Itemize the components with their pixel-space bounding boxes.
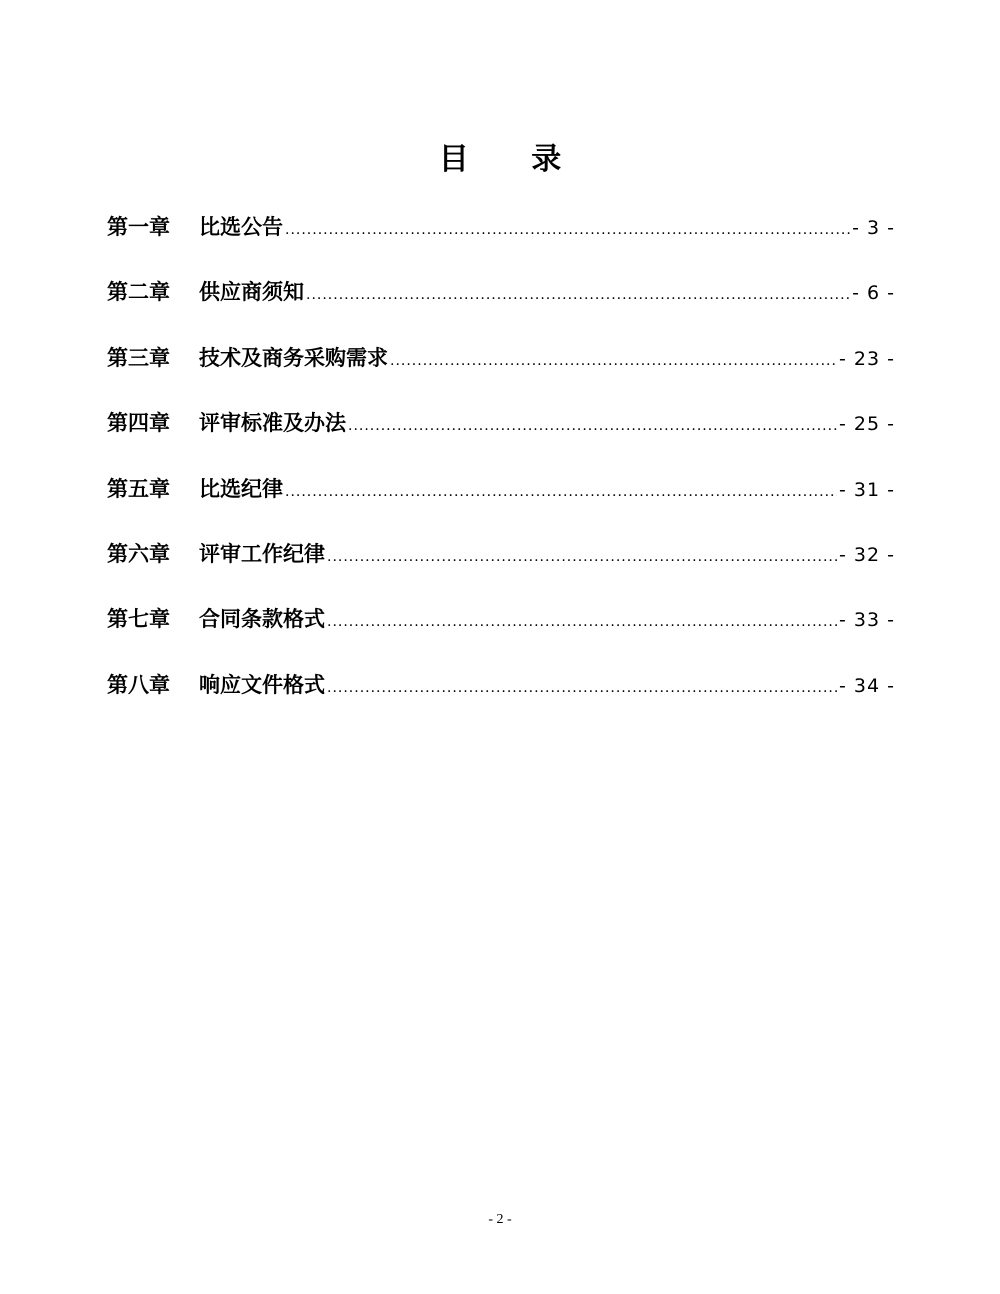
toc-chapter-name: 供应商须知 <box>199 279 304 305</box>
toc-chapter-number: 第一章 <box>107 214 170 239</box>
toc-dot-leader <box>285 211 850 249</box>
toc-chapter-number: 第五章 <box>107 475 170 501</box>
toc-dot-leader <box>390 342 837 380</box>
toc-chapter-name: 比选纪律 <box>199 475 283 501</box>
toc-entry-chapter-4[interactable] <box>107 404 895 469</box>
toc-entry-chapter-2[interactable] <box>107 273 895 338</box>
toc-page-number: - 6 - <box>852 282 895 305</box>
toc-dot-leader <box>285 473 837 511</box>
toc-entry-chapter-1[interactable] <box>107 208 895 273</box>
toc-chapter-name: 技术及商务采购需求 <box>199 344 388 370</box>
toc-entry-chapter-6[interactable] <box>107 535 895 600</box>
toc-entry-chapter-5[interactable] <box>107 470 895 535</box>
toc-dot-leader <box>327 538 837 576</box>
toc-title: 目 录 <box>438 142 588 177</box>
toc-chapter-name: 合同条款格式 <box>199 606 325 632</box>
toc-chapter-number: 第七章 <box>107 606 170 632</box>
toc-entry-chapter-8[interactable] <box>107 666 895 731</box>
toc-chapter-number: 第八章 <box>107 671 170 697</box>
toc-page-number: - 3 - <box>852 217 895 239</box>
toc-page-number: - 32 - <box>839 543 895 566</box>
toc-chapter-number: 第三章 <box>107 344 170 370</box>
toc-chapter-number: 第六章 <box>107 540 170 566</box>
toc-page-number: - 34 - <box>839 674 895 697</box>
toc-dot-leader <box>327 669 837 707</box>
page-footer-number: - 2 - <box>488 1212 512 1227</box>
toc-dot-leader <box>348 407 837 445</box>
toc-entry-chapter-7[interactable] <box>107 600 895 665</box>
table-of-contents <box>107 208 895 731</box>
toc-chapter-number: 第四章 <box>107 410 170 436</box>
toc-dot-leader <box>306 276 850 314</box>
toc-dot-leader <box>327 603 837 641</box>
toc-chapter-number: 第二章 <box>107 279 170 305</box>
toc-chapter-name: 评审标准及办法 <box>199 410 346 436</box>
toc-chapter-name: 比选公告 <box>199 214 283 239</box>
toc-page-number: - 31 - <box>839 478 895 501</box>
toc-page-number: - 33 - <box>839 609 895 632</box>
toc-chapter-name: 响应文件格式 <box>199 671 325 697</box>
toc-chapter-name: 评审工作纪律 <box>199 540 325 566</box>
toc-entry-chapter-3[interactable] <box>107 339 895 404</box>
toc-page-number: - 25 - <box>839 413 895 436</box>
toc-page-number: - 23 - <box>839 347 895 370</box>
